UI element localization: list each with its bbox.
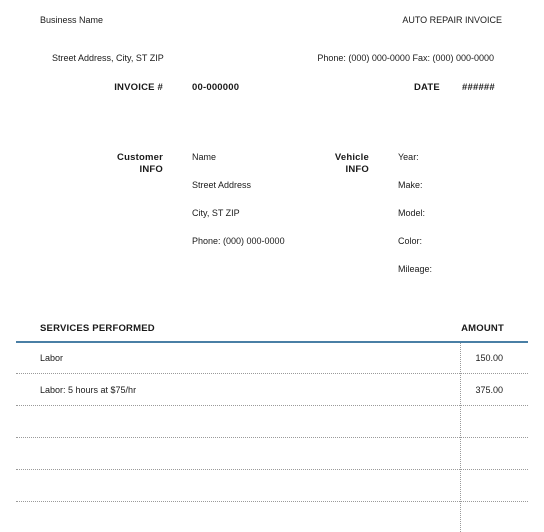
row-amount[interactable]: 150.00 [475, 353, 503, 363]
invoice-number-value[interactable]: 00-000000 [192, 82, 240, 93]
row-description[interactable]: Labor [40, 353, 64, 363]
row-description[interactable]: Labor: 5 hours at $75/hr [40, 385, 137, 395]
vehicle-year[interactable]: Year: [398, 152, 419, 162]
services-header: SERVICES PERFORMED [40, 323, 155, 334]
customer-phone[interactable]: Phone: (000) 000-0000 [192, 236, 285, 246]
vehicle-color[interactable]: Color: [398, 236, 423, 246]
business-address[interactable]: Street Address, City, ST ZIP [52, 53, 164, 63]
table-header-rule [16, 341, 528, 343]
customer-info-label-line1: Customer [117, 152, 163, 163]
row-amount[interactable]: 375.00 [475, 385, 503, 395]
row-divider [16, 469, 528, 470]
business-name[interactable]: Business Name [40, 15, 104, 25]
customer-info-label-line2: INFO [139, 164, 163, 175]
row-divider [16, 501, 528, 502]
document-title[interactable]: AUTO REPAIR INVOICE [402, 15, 502, 25]
business-phone-fax[interactable]: Phone: (000) 000-0000 Fax: (000) 000-0000 [317, 53, 494, 63]
row-divider [16, 437, 528, 438]
vehicle-model[interactable]: Model: [398, 208, 426, 218]
invoice-number-label: INVOICE # [114, 82, 163, 93]
row-divider [16, 373, 528, 374]
amount-header: AMOUNT [461, 323, 504, 334]
row-divider [16, 405, 528, 406]
date-label: DATE [414, 82, 440, 93]
vehicle-mileage[interactable]: Mileage: [398, 264, 433, 274]
customer-name[interactable]: Name [192, 152, 217, 162]
customer-city[interactable]: City, ST ZIP [192, 208, 240, 218]
vehicle-info-label-line2: INFO [345, 164, 369, 175]
vehicle-info-label-line1: Vehicle [334, 152, 369, 163]
vehicle-make[interactable]: Make: [398, 180, 423, 190]
customer-street[interactable]: Street Address [192, 180, 252, 190]
date-value[interactable]: ###### [462, 82, 495, 93]
